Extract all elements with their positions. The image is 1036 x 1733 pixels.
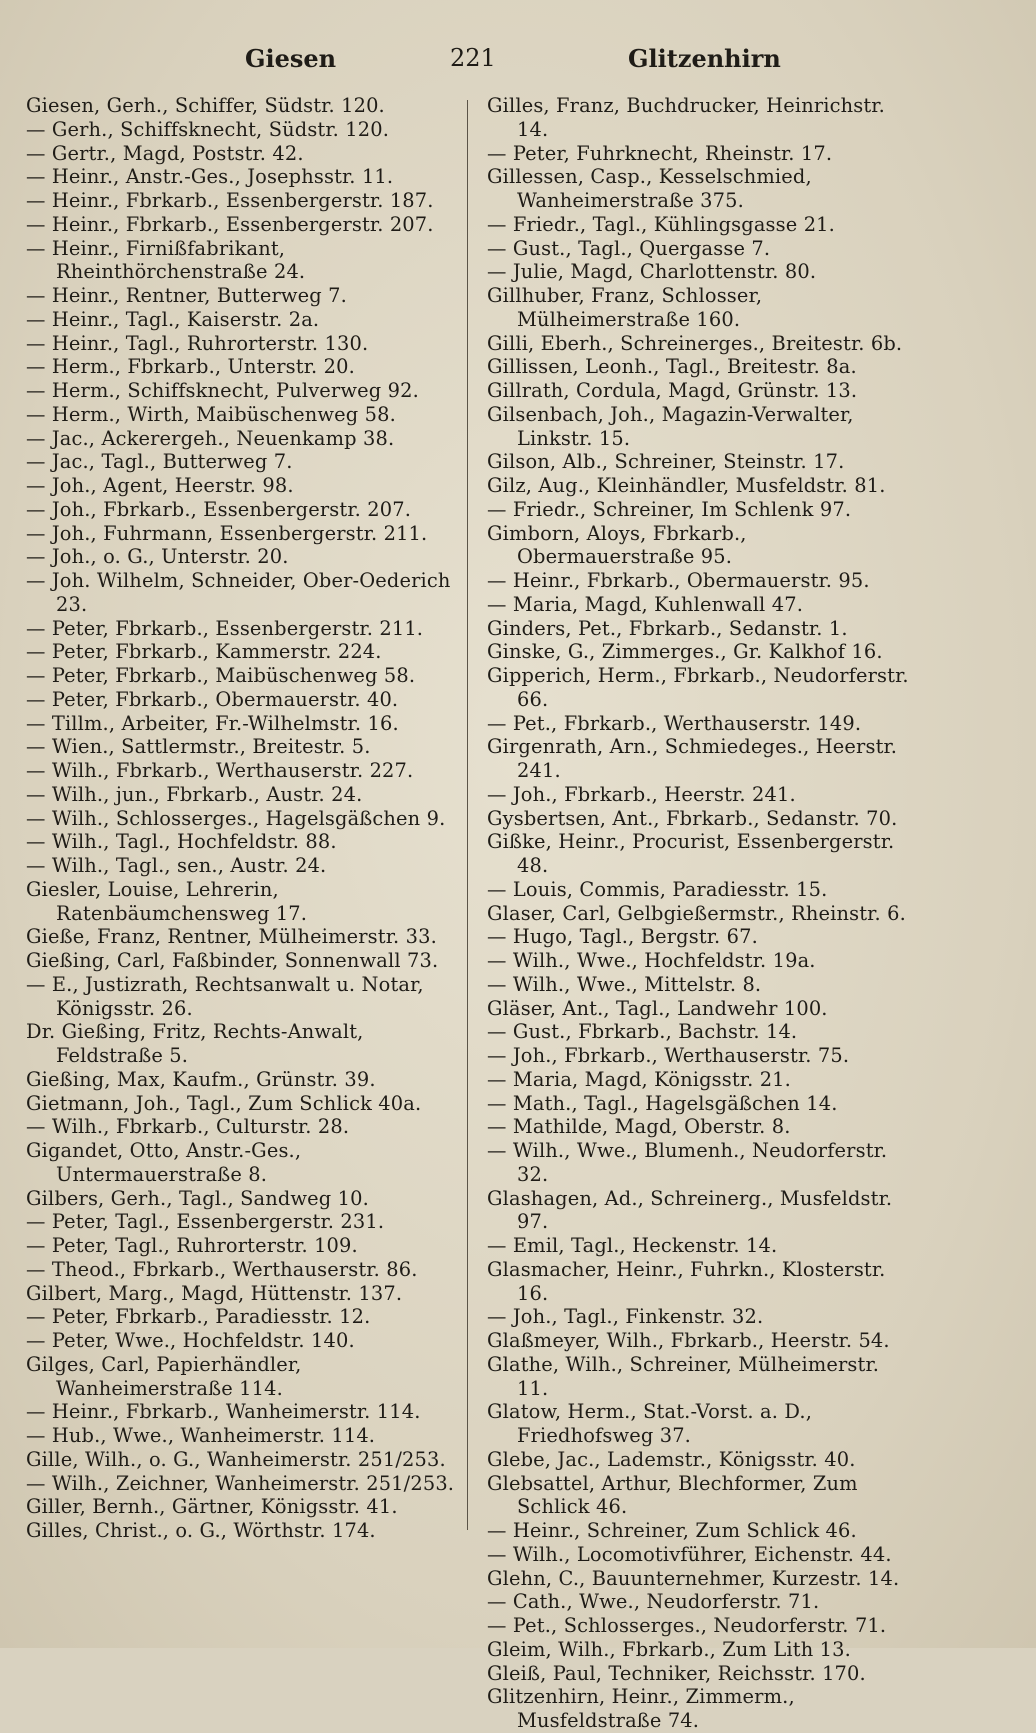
header-right-keyword: Glitzenhirn [628,44,781,73]
directory-entry: Dr. Gießing, Fritz, Rechts-Anwalt, Feldstraße 5. [26,1020,364,1067]
directory-entry: — Friedr., Tagl., Kühlingsgasse 21. [487,212,835,236]
directory-entry: — Louis, Commis, Paradiesstr. 15. [487,877,828,901]
directory-entry: — Hub., Wwe., Wanheimerstr. 114. [26,1424,376,1447]
directory-entry: — Jac., Ackerergeh., Neuenkamp 38. [26,426,395,450]
directory-entry: Gillissen, Leonh., Tagl., Breitestr. 8a. [487,355,857,379]
directory-entry: — E., Justizrath, Rechtsanwalt u. Notar, Königsstr. 26. [26,972,424,1020]
directory-entry: — Peter, Fbrkarb., Maibüschenweg 58. [26,664,416,687]
directory-entry: Gimborn, Aloys, Fbrkarb., Obermauerstraße 95. [487,521,747,569]
directory-entry: — Peter, Tagl., Ruhrorterstr. 109. [26,1234,358,1257]
directory-entry: — Friedr., Schreiner, Im Schlenk 97. [487,497,852,521]
directory-entry: Glatow, Herm., Stat.-Vorst. a. D., Friedhofsweg 37. [487,1400,813,1447]
directory-entry: Glebe, Jac., Lademstr., Königsstr. 40. [487,1447,856,1471]
directory-entry: — Wilh., Zeichner, Wanheimerstr. 251/253. [26,1471,455,1495]
directory-entry: — Maria, Magd, Königsstr. 21. [487,1067,791,1091]
directory-entry: Glaser, Carl, Gelbgießermstr., Rheinstr. 6. [487,901,906,925]
directory-entry: Girgenrath, Arn., Schmiedeges., Heerstr. 241. [487,735,898,782]
directory-entry: Gilges, Carl, Papierhändler, Wanheimerstraße 114. [26,1352,302,1400]
directory-entry: — Wilh., jun., Fbrkarb., Austr. 24. [26,782,363,806]
directory-entry: — Heinr., Tagl., Kaiserstr. 2a. [26,307,320,331]
directory-entry: — Herm., Schiffsknecht, Pulverweg 92. [26,379,419,402]
directory-entry: Gilz, Aug., Kleinhändler, Musfeldstr. 81. [487,474,886,497]
directory-entry: — Julie, Magd, Charlottenstr. 80. [487,260,817,284]
directory-entry: Gieße, Franz, Rentner, Mülheimerstr. 33. [26,925,437,949]
directory-entry: Gillrath, Cordula, Magd, Grünstr. 13. [487,379,858,402]
directory-entry: — Peter, Fbrkarb., Kammerstr. 224. [26,640,382,664]
directory-entry: Gysbertsen, Ant., Fbrkarb., Sedanstr. 70. [487,806,898,830]
right-column [487,94,915,1733]
directory-entry: — Mathilde, Magd, Oberstr. 8. [487,1115,791,1139]
directory-entry: — Jac., Tagl., Butterweg 7. [26,450,293,474]
header-left-keyword: Giesen [245,44,337,73]
directory-entry: Gilles, Christ., o. G., Wörthstr. 174. [26,1519,376,1542]
directory-entry: — Wilh., Wwe., Mittelstr. 8. [487,972,762,996]
directory-entry: — Wilh., Wwe., Blumenh., Neudorferstr. 32. [487,1139,888,1186]
directory-entry: Gille, Wilh., o. G., Wanheimerstr. 251/253. [26,1447,446,1471]
left-column [26,94,461,1543]
directory-entry: Glashagen, Ad., Schreinerg., Musfeldstr. 97. [487,1186,893,1234]
directory-entry: — Theod., Fbrkarb., Werthauserstr. 86. [26,1257,418,1281]
directory-entry: — Peter, Fbrkarb., Obermauerstr. 40. [26,687,399,711]
directory-entry: — Joh., Fbrkarb., Heerstr. 241. [487,782,796,806]
directory-entry: — Joh., Fbrkarb., Essenbergerstr. 207. [26,497,412,521]
directory-entry: Gießing, Max, Kaufm., Grünstr. 39. [26,1067,376,1091]
directory-entry: — Wien., Sattlermstr., Breitestr. 5. [26,735,371,759]
directory-entry: Gilsenbach, Joh., Magazin-Verwalter, Linkstr. 15. [487,402,854,450]
directory-entry: — Gust., Tagl., Quergasse 7. [487,236,771,260]
directory-entry: — Gerh., Schiffsknecht, Südstr. 120. [26,117,390,141]
directory-entry: Gietmann, Joh., Tagl., Zum Schlick 40a. [26,1091,422,1115]
directory-entry: — Joh., o. G., Unterstr. 20. [26,545,289,569]
directory-entry: Gilson, Alb., Schreiner, Steinstr. 17. [487,450,845,474]
directory-entry: — Heinr., Fbrkarb., Essenbergerstr. 207. [26,212,434,236]
directory-entry: — Maria, Magd, Kuhlenwall 47. [487,592,804,616]
directory-entry: Giesler, Louise, Lehrerin, Ratenbäumchensweg 17. [26,877,308,925]
directory-entry: Gillhuber, Franz, Schlosser, Mülheimerstraße 160. [487,284,763,331]
directory-entry: — Joh., Fuhrmann, Essenbergerstr. 211. [26,521,428,545]
page-header [0,44,1036,84]
directory-entry: Glitzenhirn, Heinr., Zimmerm., Musfeldstraße 74. [487,1685,795,1732]
directory-entry: — Pet., Fbrkarb., Werthauserstr. 149. [487,711,862,735]
directory-entry: Ginders, Pet., Fbrkarb., Sedanstr. 1. [487,616,848,640]
directory-entry: — Joh. Wilhelm, Schneider, Ober-Oederich 23. [26,569,451,616]
directory-entry: — Heinr., Firnißfabrikant, Rheinthörchenstraße 24. [26,236,306,284]
directory-entry: — Wilh., Schlosserges., Hagelsgäßchen 9. [26,806,446,830]
directory-entry: — Peter, Tagl., Essenbergerstr. 231. [26,1210,385,1234]
directory-entry: — Joh., Tagl., Finkenstr. 32. [487,1305,764,1329]
directory-entry: — Heinr., Schreiner, Zum Schlick 46. [487,1519,857,1542]
directory-entry: Gilbers, Gerh., Tagl., Sandweg 10. [26,1186,369,1210]
directory-entry: — Heinr., Fbrkarb., Essenbergerstr. 187. [26,189,434,212]
column-divider [467,100,468,1530]
directory-entry: — Heinr., Fbrkarb., Wanheimerstr. 114. [26,1400,421,1424]
directory-entry: — Peter, Wwe., Hochfeldstr. 140. [26,1329,355,1352]
directory-entry: Glebsattel, Arthur, Blechformer, Zum Schlick 46. [487,1471,858,1519]
directory-entry: Gleiß, Paul, Techniker, Reichsstr. 170. [487,1661,866,1685]
directory-entry: Gilli, Eberh., Schreinerges., Breitestr. 6b. [487,331,903,355]
directory-entry: — Wilh., Fbrkarb., Culturstr. 28. [26,1115,350,1139]
directory-entry: — Peter, Fbrkarb., Essenbergerstr. 211. [26,616,424,640]
directory-entry: Gigandet, Otto, Anstr.-Ges., Untermauerstraße 8. [26,1139,302,1186]
directory-entry: — Wilh., Locomotivführer, Eichenstr. 44. [487,1542,892,1566]
directory-entry: — Wilh., Tagl., Hochfeldstr. 88. [26,830,337,854]
directory-entry: Ginske, G., Zimmerges., Gr. Kalkhof 16. [487,640,883,664]
directory-entry: — Pet., Schlosserges., Neudorferstr. 71. [487,1614,887,1637]
directory-entry: — Gust., Fbrkarb., Bachstr. 14. [487,1020,798,1044]
directory-entry: — Emil, Tagl., Heckenstr. 14. [487,1234,778,1257]
directory-entry: — Cath., Wwe., Neudorferstr. 71. [487,1590,820,1614]
directory-entry: Gleim, Wilh., Fbrkarb., Zum Lith 13. [487,1637,851,1661]
directory-entry: Gilbert, Marg., Magd, Hüttenstr. 137. [26,1281,403,1305]
directory-entry: — Peter, Fuhrknecht, Rheinstr. 17. [487,141,833,165]
directory-entry: — Gertr., Magd, Poststr. 42. [26,141,304,165]
directory-entry: — Wilh., Fbrkarb., Werthauserstr. 227. [26,759,414,782]
directory-entry: — Joh., Fbrkarb., Werthauserstr. 75. [487,1044,850,1067]
directory-entry: — Wilh., Wwe., Hochfeldstr. 19a. [487,949,816,972]
directory-entry: Gläser, Ant., Tagl., Landwehr 100. [487,996,828,1020]
directory-entry: — Herm., Fbrkarb., Unterstr. 20. [26,355,355,379]
directory-entry: Gipperich, Herm., Fbrkarb., Neudorferstr. 66. [487,664,909,711]
directory-entry: Gießing, Carl, Faßbinder, Sonnenwall 73. [26,949,439,972]
directory-entry: — Tillm., Arbeiter, Fr.-Wilhelmstr. 16. [26,711,399,735]
directory-entry: Glasmacher, Heinr., Fuhrkn., Klosterstr. 16. [487,1257,886,1305]
page-number: 221 [450,44,496,72]
directory-entry: Gilles, Franz, Buchdrucker, Heinrichstr. 14. [487,94,885,141]
directory-entry: — Heinr., Rentner, Butterweg 7. [26,284,347,307]
directory-entry: Glaßmeyer, Wilh., Fbrkarb., Heerstr. 54. [487,1329,890,1352]
directory-entry: Glehn, C., Bauunternehmer, Kurzestr. 14. [487,1566,900,1590]
directory-entry: — Heinr., Tagl., Ruhrorterstr. 130. [26,331,369,355]
directory-entry: — Wilh., Tagl., sen., Austr. 24. [26,854,327,877]
directory-entry: — Peter, Fbrkarb., Paradiesstr. 12. [26,1305,371,1329]
directory-entry: Glathe, Wilh., Schreiner, Mülheimerstr. 11. [487,1352,880,1400]
directory-entry: — Hugo, Tagl., Bergstr. 67. [487,925,758,949]
directory-entry: — Heinr., Anstr.-Ges., Josephsstr. 11. [26,165,394,189]
directory-entry: Giesen, Gerh., Schiffer, Südstr. 120. [26,94,385,117]
directory-entry: — Math., Tagl., Hagelsgäßchen 14. [487,1091,838,1115]
directory-entry: — Joh., Agent, Heerstr. 98. [26,474,294,497]
directory-entry: Giller, Bernh., Gärtner, Königsstr. 41. [26,1495,398,1519]
directory-entry: Gißke, Heinr., Procurist, Essenbergerstr. 48. [487,830,895,877]
directory-entry: — Heinr., Fbrkarb., Obermauerstr. 95. [487,569,870,592]
directory-entry: Gillessen, Casp., Kesselschmied, Wanheimerstraße 375. [487,165,812,212]
directory-entry: — Herm., Wirth, Maibüschenweg 58. [26,402,396,426]
